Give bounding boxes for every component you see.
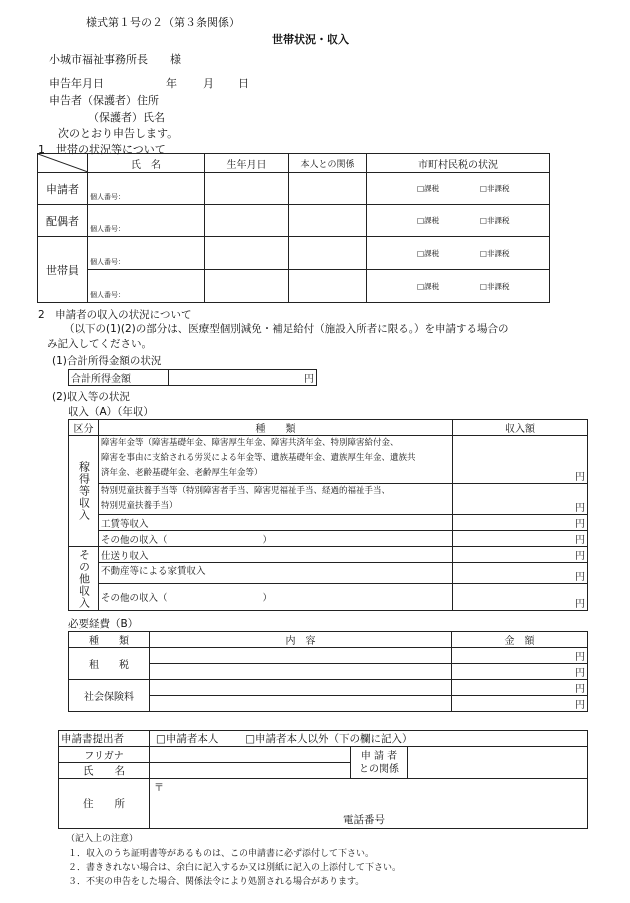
insurance-amount-2[interactable] [452, 696, 588, 712]
total-income-value[interactable] [169, 370, 317, 386]
submitter-option-other[interactable]: □申請者本人以外（下の欄に記入） [245, 733, 413, 745]
insurance-amount-1[interactable] [452, 680, 588, 696]
name-label: （保護者）氏名 [88, 111, 165, 124]
tax-option-nontaxable: 非課税 [486, 248, 510, 258]
col-name: 氏 名 [88, 154, 205, 173]
taxable-checkbox[interactable]: □ [417, 281, 425, 291]
nontaxable-checkbox[interactable]: □ [479, 248, 487, 258]
note-item-1: １．収入のうち証明書等があるものは、この申請書に必ず添付して下さい。 [68, 849, 375, 859]
income-a-heading: 収入（A）（年収） [68, 406, 154, 418]
nontaxable-checkbox[interactable]: □ [479, 281, 487, 291]
relation-cell[interactable] [289, 205, 367, 237]
pension-amount[interactable] [453, 436, 588, 484]
yen-unit: 円 [575, 572, 585, 583]
taxable-checkbox[interactable]: □ [417, 216, 425, 225]
other-amount-1[interactable] [453, 531, 588, 547]
tax-content-1[interactable] [150, 648, 452, 664]
child-allowance-amount[interactable] [453, 484, 588, 515]
yen-unit: 円 [575, 668, 585, 679]
address-label: 申告者（保護者）住所 [49, 94, 159, 107]
relation-input[interactable] [408, 747, 588, 779]
my-number-label: 個人番号： [90, 258, 125, 266]
pension-line-1: 障害年金等（障害基礎年金、障害厚生年金、障害共済年金、特別障害給付金、 [101, 438, 399, 448]
tax-label: 租 税 [69, 648, 150, 680]
tax-option-taxable: 課税 [424, 248, 440, 258]
income-table [68, 419, 588, 611]
relation-cell[interactable] [289, 173, 367, 205]
tax-option-nontaxable: 非課税 [486, 216, 510, 225]
col-type: 種 類 [99, 420, 453, 436]
diagonal-cell [38, 154, 88, 173]
insurance-label: 社会保険料 [69, 680, 150, 712]
yen-unit: 円 [575, 503, 585, 514]
birthdate-cell[interactable] [205, 270, 289, 303]
my-number-label: 個人番号： [90, 291, 125, 299]
yen-unit: 円 [575, 551, 585, 562]
my-number-label: 個人番号： [90, 193, 125, 201]
taxable-checkbox[interactable]: □ [417, 248, 425, 258]
name-input[interactable] [150, 763, 351, 779]
tax-option-taxable: 課税 [424, 216, 440, 225]
row-spouse: 配偶者 [38, 205, 88, 237]
other-amount-2[interactable] [453, 584, 588, 611]
submitter-label: 申請書提出者 [59, 731, 150, 747]
expense-table [68, 631, 588, 712]
yen-unit: 円 [575, 519, 585, 530]
furigana-input[interactable] [150, 747, 351, 763]
yen-unit: 円 [575, 652, 585, 663]
date-month: 月 [203, 77, 214, 90]
date-label: 申告年月日 [49, 77, 104, 90]
note-item-2: ２．書ききれない場合は、余白に記入するか又は別紙に記入の上添付して下さい。 [68, 863, 402, 873]
col-tax-status: 市町村民税の状況 [367, 154, 550, 173]
total-income-label: 合計所得金額 [69, 370, 169, 386]
note-item-3: ３．不実の申告をした場合、関係法令により処罰される場合があります。 [68, 877, 365, 887]
row-member: 世帯員 [38, 237, 88, 303]
relation-line-1: 申 請 者 [360, 750, 398, 762]
col-birthdate: 生年月日 [205, 154, 289, 173]
col-expense-type: 種 類 [69, 632, 150, 648]
earned-category: 稼得等収入 [77, 461, 91, 521]
notes-heading: （記入上の注意） [66, 834, 139, 844]
relation-cell[interactable] [289, 237, 367, 270]
relation-line-2: との関係 [359, 763, 399, 775]
col-category: 区分 [69, 420, 99, 436]
tax-option-taxable: 課税 [424, 281, 440, 291]
yen-unit: 円 [575, 472, 585, 483]
furigana-label: フリガナ [59, 747, 150, 763]
yen-unit: 円 [575, 599, 585, 610]
child-allowance-line-1: 特別児童扶養手当等（特別障害者手当、障害児福祉手当、経過的福祉手当、 [101, 486, 391, 496]
rent-income: 不動産等による家賃収入 [99, 563, 453, 584]
tax-amount-1[interactable] [452, 648, 588, 664]
other-income-1: その他の収入（ ） [99, 531, 453, 547]
nontaxable-checkbox[interactable]: □ [479, 216, 487, 225]
yen-unit: 円 [575, 684, 585, 695]
insurance-content-1[interactable] [150, 680, 452, 696]
date-year: 年 [166, 77, 177, 90]
col-relation: 本人との関係 [289, 154, 367, 173]
insurance-content-2[interactable] [150, 696, 452, 712]
relation-cell[interactable] [289, 270, 367, 303]
section2-heading: 2 申請者の収入の状況について [38, 309, 192, 321]
remittance-income: 仕送り収入 [99, 547, 453, 563]
birthdate-cell[interactable] [205, 205, 289, 237]
other-category: その他収入 [77, 548, 91, 609]
address-label-2: 住 所 [59, 779, 150, 829]
my-number-label: 個人番号： [90, 225, 125, 233]
tax-option-taxable: 課税 [424, 184, 440, 193]
tax-amount-2[interactable] [452, 664, 588, 680]
yen-unit: 円 [575, 535, 585, 546]
col-income-amount: 収入額 [453, 420, 588, 436]
total-income-table [68, 369, 317, 386]
pension-line-2: 障害を事由に支給される労災による年金等、遺族基礎年金、遺族厚生年金、遺族共 [101, 453, 416, 463]
form-number: 様式第１号の２（第３条関係） [86, 16, 240, 29]
page-title: 世帯状況・収入 [272, 33, 349, 46]
rent-amount[interactable] [453, 563, 588, 584]
tax-option-nontaxable: 非課税 [486, 281, 510, 291]
col-expense-content: 内 容 [150, 632, 452, 648]
section2-note-1: （以下の(1)(2)の部分は、医療型個別減免・補足給付（施設入所者に限る。）を申請する場合の [64, 323, 509, 335]
sub2-heading: (2)収入等の状況 [52, 391, 130, 403]
submitter-option-self[interactable]: □申請者本人 [156, 733, 219, 745]
yen-unit: 円 [575, 700, 585, 711]
submitter-table [58, 730, 588, 829]
section1-heading: 1 世帯の状況等について [38, 143, 166, 156]
row-applicant: 申請者 [38, 173, 88, 205]
addressee: 小城市福祉事務所長 様 [49, 53, 181, 66]
section2-note-2: み記入してください。 [47, 338, 152, 350]
postal-mark: 〒 [154, 783, 164, 794]
phone-label: 電話番号 [343, 814, 385, 826]
taxable-checkbox[interactable]: □ [417, 184, 425, 193]
name-label-2: 氏 名 [59, 763, 150, 779]
wage-income: 工賃等収入 [99, 515, 453, 531]
birthdate-cell[interactable] [205, 237, 289, 270]
wage-amount[interactable] [453, 515, 588, 531]
remittance-amount[interactable] [453, 547, 588, 563]
birthdate-cell[interactable] [205, 173, 289, 205]
pension-line-3: 済年金、老齢基礎年金、老齢厚生年金等） [101, 468, 263, 478]
household-table [37, 153, 550, 303]
expense-b-heading: 必要経費（B） [68, 618, 139, 630]
tax-content-2[interactable] [150, 664, 452, 680]
date-day: 日 [238, 77, 249, 90]
yen-unit: 円 [304, 374, 314, 385]
other-income-2: その他の収入（ ） [99, 584, 453, 611]
child-allowance-line-2: 特別児童扶養手当） [101, 501, 178, 511]
tax-option-nontaxable: 非課税 [486, 184, 510, 193]
sub1-heading: (1)合計所得金額の状況 [52, 355, 162, 367]
statement: 次のとおり申告します。 [58, 127, 179, 140]
col-expense-amount: 金 額 [452, 632, 588, 648]
nontaxable-checkbox[interactable]: □ [479, 184, 487, 193]
